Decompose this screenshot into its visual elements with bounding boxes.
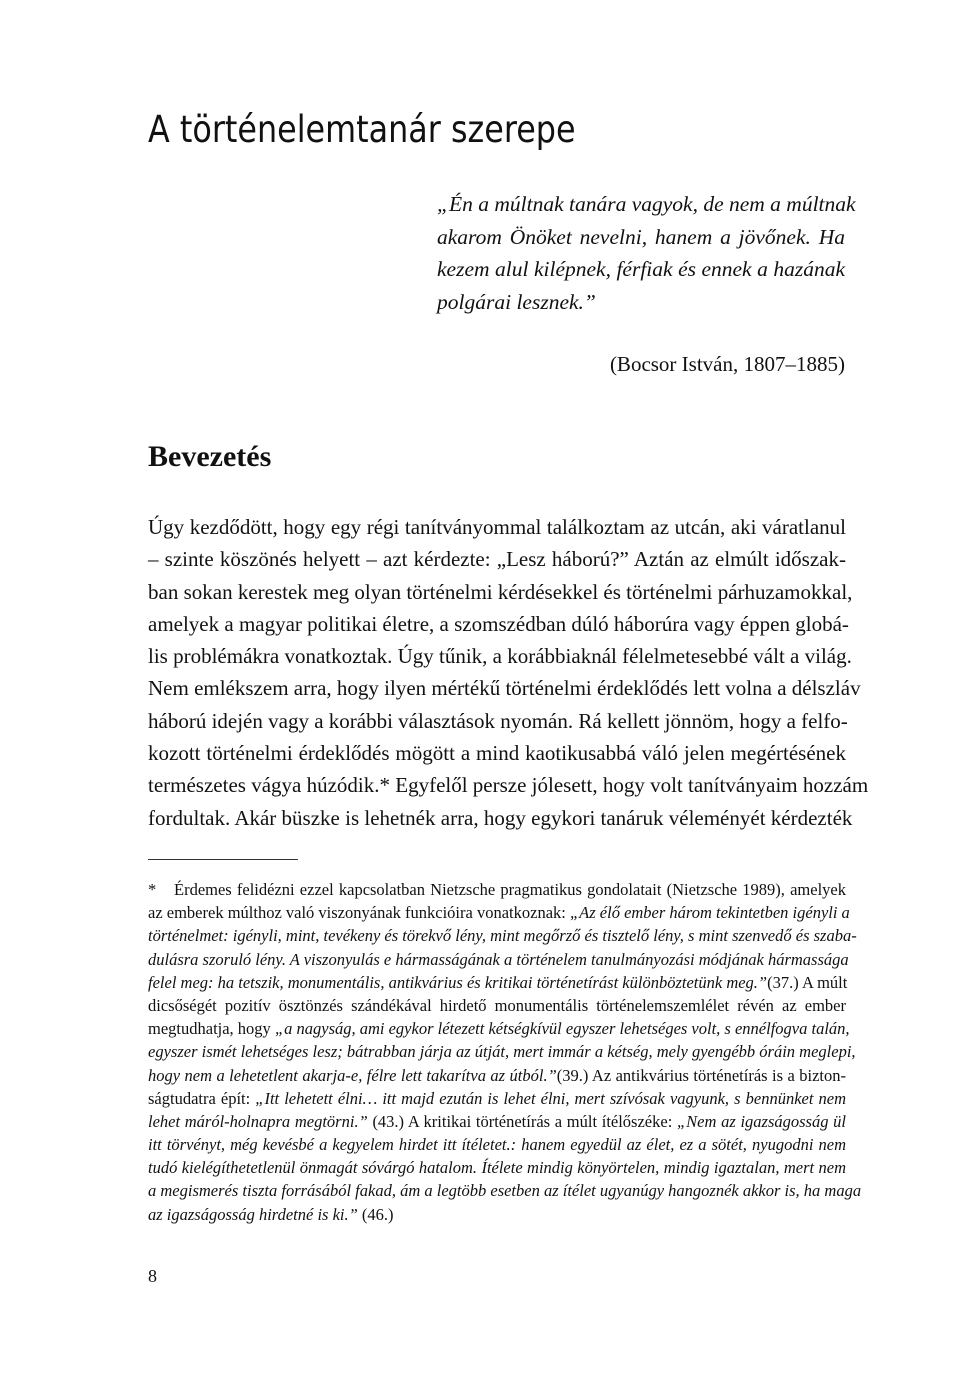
footnote-line (148, 1064, 846, 1087)
footnote-line (148, 1110, 846, 1133)
footnote-text: megtudhatja, hogy (148, 1019, 275, 1039)
chapter-title: A történelemtanár szerepe (148, 108, 576, 151)
epigraph-line: „Én a múltnak tanára vagyok, de nem a múltnak (437, 192, 856, 216)
footnote-line (148, 1156, 846, 1179)
epigraph-quote (437, 188, 856, 318)
epigraph-line: kezem alul kilépnek, férfiak és ennek a hazának (437, 257, 845, 281)
quoted-text: felel meg: ha tetszik, monumentális, antikvárius és kritikai történetírást különböztetünk meg.” (148, 972, 768, 992)
footnote-line (148, 901, 850, 924)
quoted-text: a megismerés tiszta forrásából fakad, ám a legtöbb esetben az ítélet ugyanúgy hangoznék akkor is, ha maga (148, 1181, 862, 1201)
footnote-line (148, 1203, 846, 1226)
quoted-text: „Itt lehetett élni… itt majd ezután is lehet élni, mert szívósak vagyunk, s bennünket nem (255, 1088, 846, 1108)
footnote-line (148, 994, 846, 1017)
body-line: Úgy kezdődött, hogy egy régi tanítványommal találkoztam az utcán, aki váratlanul (148, 515, 846, 539)
body-line: kozott történelmi érdeklődés mögött a mind kaotikusabbá váló jelen megértésének (148, 741, 846, 766)
footnote-line (148, 1017, 850, 1040)
footnote-line (148, 948, 849, 971)
footnote-text: Érdemes felidézni ezzel kapcsolatban Nietzsche pragmatikus gondolatait (Nietzsche 1989), amelyek (174, 880, 846, 899)
quoted-text: hogy nem a lehetetlent akarja-e, félre lett takarítva az útból.” (148, 1065, 557, 1085)
body-line: amelyek a magyar politikai életre, a szomszédban dúló háborúra vagy éppen globá- (148, 611, 849, 636)
footnote-line (148, 1179, 862, 1202)
body-line: természetes vágya húzódik.* Egyfelől persze jólesett, hogy volt tanítványaim hozzám (148, 773, 869, 798)
quoted-text: az igazságosság hirdetné is ki.” (148, 1204, 358, 1224)
quoted-text: „Az élő ember három tekintetben igényli a (569, 903, 850, 923)
footnote (148, 878, 862, 1226)
footnote-line (148, 878, 846, 901)
footnote-text: (39.) Az antikvárius történetírás is a bizton- (556, 1065, 847, 1085)
quoted-text: tudó kielégíthetetlenül önmagát sóvárgó hatalom. Ítélete mindig könyörtelen, mindig igaztalan, mert nem (148, 1158, 846, 1178)
body-line: háború idején vagy a korábbi választások nyomán. Rá kellett jönnöm, hogy a felfo- (148, 708, 848, 733)
section-heading: Bevezetés (148, 440, 272, 473)
footnote-text: (46.) (357, 1204, 394, 1224)
quoted-text: dulásra szoruló lény. A viszonyulás e hármasságának a történelem tanulmányozási módjának hármassága (148, 949, 849, 969)
body-line: Nem emlékszem arra, hogy ilyen mértékű történelmi érdeklődés lett volna a délszláv (148, 676, 861, 701)
footnote-line (148, 1087, 846, 1110)
quoted-text: történelmet: igényli, mint, tevékeny és törekvő lény, mint megőrző és tisztelő lény, s mint szenvedő és szaba- (148, 926, 857, 946)
footnote-text: dicsőségét pozitív ösztönzés szándékával hirdető monumentális történelemszemlélet révén az ember (148, 995, 846, 1015)
footnote-text: az emberek múlthoz való viszonyának funkcióira vonatkoznak: (148, 903, 570, 923)
footnote-marker: * (148, 880, 157, 899)
epigraph-line: polgárai lesznek.” (437, 289, 596, 314)
quoted-text: egyszer ismét lehetséges lesz; bátrabban járja az útját, mert immár a kétség, mely gyengébb óráin meglepi, (148, 1042, 856, 1062)
body-line: – szinte köszönés helyett – azt kérdezte: „Lesz háború?” Aztán az elmúlt időszak- (148, 547, 846, 572)
footnote-line (148, 1040, 856, 1063)
epigraph-line: akarom Önöket nevelni, hanem a jövőnek. Ha (437, 224, 845, 249)
epigraph-attribution: (Bocsor István, 1807–1885) (609, 352, 845, 376)
body-line: ban sokan kerestek meg olyan történelmi kérdésekkel és történelmi párhuzamokkal, (148, 579, 853, 604)
footnote-line (148, 971, 846, 994)
footnote-line (148, 924, 857, 947)
quoted-text: itt törvényt, még kevésbé a kegyelem hirdet itt ítéletet.: hanem egyedül az élet, ez a sötét, nyugodni nem (148, 1135, 846, 1155)
quoted-text: lehet máról-holnapra megtörni.” (148, 1111, 368, 1131)
body-line: fordultak. Akár büszke is lehetnék arra, hogy egykori tanáruk véleményét kérdezték (148, 805, 853, 830)
footnote-line (148, 1133, 846, 1156)
body-line: lis problémákra vonatkoztak. Úgy tűnik, a korábbiaknál félelmetesebbé vált a világ. (148, 644, 852, 669)
footnote-text: (37.) A múlt (767, 972, 848, 992)
footnote-text: (43.) A kritikai történetírás a múlt ítélőszéke: (367, 1111, 677, 1131)
quoted-text: „a nagyság, ami egykor létezett kétségkívül egyszer lehetséges volt, s ennélfogva talán, (274, 1019, 850, 1039)
footnote-text: ságtudatra épít: (148, 1088, 256, 1108)
footnote-separator (148, 859, 298, 860)
quoted-text: „Nem az igazságosság ül (676, 1111, 846, 1131)
page-number: 8 (148, 1266, 157, 1286)
body-paragraph (148, 511, 869, 834)
